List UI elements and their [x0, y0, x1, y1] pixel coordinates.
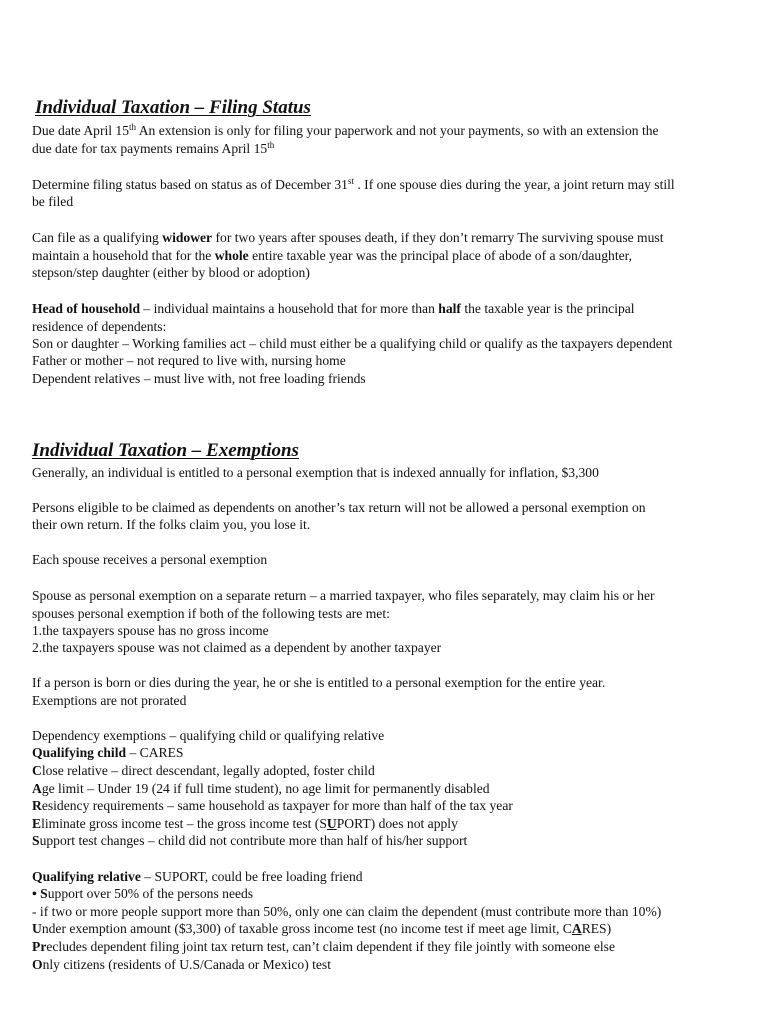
list-item: - if two or more people support more than 50%, only one can claim the dependent (must contribute more than 10%): [32, 904, 662, 919]
paragraph-line: be filed: [32, 194, 74, 209]
paragraph-line: Qualifying child – CARES: [32, 745, 184, 760]
paragraph-line: due date for tax payments remains April 15th: [32, 140, 275, 156]
list-item: • Support over 50% of the persons needs: [32, 886, 254, 901]
paragraph-line: residence of dependents:: [32, 319, 167, 334]
list-item: 2.the taxpayers spouse was not claimed as a dependent by another taxpayer: [32, 640, 442, 655]
list-item: Support test changes – child did not contribute more than half of his/her support: [32, 833, 468, 848]
paragraph-line: Head of household – individual maintains a household that for more than half the taxable year is the principal: [32, 301, 635, 316]
paragraph-line: Persons eligible to be claimed as dependents on another’s tax return will not be allowed a personal exemption on: [32, 500, 646, 515]
paragraph-line: Exemptions are not prorated: [32, 693, 187, 708]
list-item: Only citizens (residents of U.S/Canada or Mexico) test: [32, 957, 331, 972]
list-item: Eliminate gross income test – the gross income test (SUPORT) does not apply: [32, 816, 458, 831]
paragraph-line: Son or daughter – Working families act – child must either be a qualifying child or qualify as the taxpayers dependent: [32, 336, 673, 351]
paragraph-line: Spouse as personal exemption on a separate return – a married taxpayer, who files separately, may claim his or her: [32, 588, 655, 603]
paragraph-line: Can file as a qualifying widower for two years after spouses death, if they don’t remarry The surviving spouse must: [32, 230, 664, 245]
list-item: Residency requirements – same household as taxpayer for more than half of the tax year: [32, 798, 513, 813]
paragraph-line: Determine filing status based on status as of December 31st . If one spouse dies during the year, a joint return may still: [32, 176, 675, 192]
paragraph-line: maintain a household that for the whole entire taxable year was the principal place of abode of a son/daughter,: [32, 248, 633, 263]
paragraph-line: Due date April 15th An extension is only for filing your paperwork and not your payments, so with an extension the: [32, 122, 659, 138]
list-item: Precludes dependent filing joint tax return test, can’t claim dependent if they file jointly with someone else: [32, 939, 615, 954]
list-item: Under exemption amount ($3,300) of taxable gross income test (no income test if meet age limit, CARES): [32, 921, 612, 936]
paragraph-line: Dependent relatives – must live with, not free loading friends: [32, 371, 366, 386]
paragraph-line: Dependency exemptions – qualifying child or qualifying relative: [32, 728, 385, 743]
list-item: 1.the taxpayers spouse has no gross income: [32, 623, 269, 638]
paragraph-line: their own return. If the folks claim you, you lose it.: [32, 517, 311, 532]
section-heading-filing-status: Individual Taxation – Filing Status: [35, 97, 311, 118]
section-heading-exemptions: Individual Taxation – Exemptions: [32, 440, 299, 461]
list-item: Age limit – Under 19 (24 if full time student), no age limit for permanently disabled: [32, 781, 490, 796]
paragraph-line: If a person is born or dies during the year, he or she is entitled to a personal exemption for the entire year.: [32, 675, 606, 690]
paragraph-line: Qualifying relative – SUPORT, could be free loading friend: [32, 869, 363, 884]
paragraph-line: spouses personal exemption if both of the following tests are met:: [32, 606, 390, 621]
paragraph-line: stepson/step daughter (either by blood or adoption): [32, 265, 310, 280]
paragraph-line: Each spouse receives a personal exemption: [32, 552, 268, 567]
list-item: Close relative – direct descendant, legally adopted, foster child: [32, 763, 375, 778]
paragraph-line: Generally, an individual is entitled to a personal exemption that is indexed annually for inflation, $3,300: [32, 465, 599, 480]
paragraph-line: Father or mother – not requred to live with, nursing home: [32, 353, 346, 368]
